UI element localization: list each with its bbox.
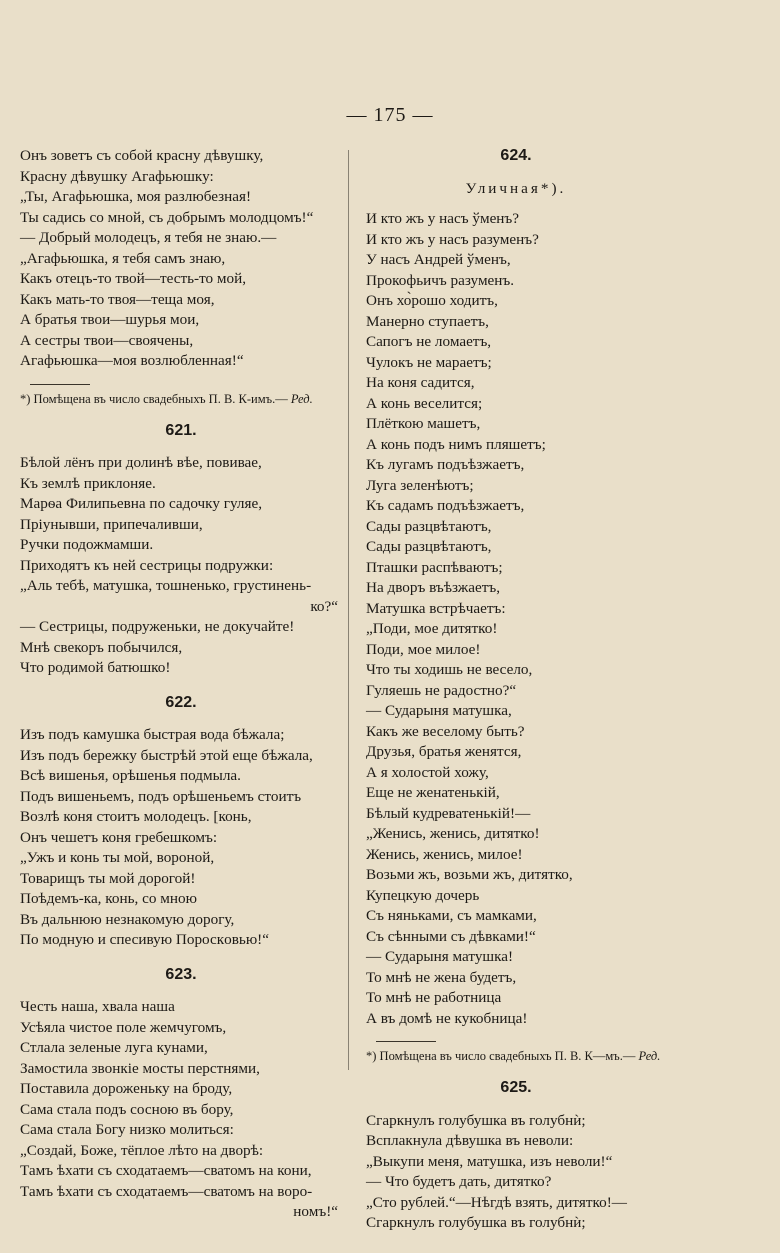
song-number: 621. — [165, 421, 197, 439]
footnote-rule — [376, 1041, 436, 1042]
song-number: 623. — [165, 965, 197, 983]
verse-line: Къ землѣ приклоняе. — [20, 474, 156, 492]
verse-line: Бѣлой лёнъ при долинѣ вѣе, повивае, — [20, 454, 262, 471]
verse-line: — Сестрицы, подруженьки, не докучайте! — [20, 618, 295, 635]
verse-line: Марѳа Филипьевна по садочку гуляе, — [20, 495, 262, 512]
verse-line: Къ садамъ подъѣзжаетъ, — [366, 497, 525, 514]
footnote-editor: Ред. — [290, 391, 313, 406]
verse-line: Изъ подъ камушка быстрая вода бѣжала; — [20, 726, 285, 743]
verse-line: Товарищъ ты мой дорогой! — [20, 869, 196, 887]
verse-line: Сгаркнулъ голубушка въ голубнѝ; — [366, 1214, 586, 1231]
verse-line: „Аль тебѣ, матушка, тошненько, грустинень- — [20, 577, 312, 594]
verse-line: Купецкую дочерь — [366, 886, 480, 904]
verse-line: Сама стала Богу низко молиться: — [20, 1121, 234, 1138]
verse-line: А сестры твои—своячены, — [20, 331, 194, 349]
verse-line: А въ домѣ не кукобница! — [366, 1009, 528, 1027]
verse-line: Поди, мое милое! — [366, 640, 481, 658]
verse-line: Луга зеленѣютъ; — [366, 476, 474, 494]
verse-line: На коня садится, — [366, 374, 475, 391]
verse-line: Друзья, братья женятся, — [366, 743, 522, 760]
verse-line: Онъ хо̀рошо ходитъ, — [366, 292, 498, 309]
verse-line: Возлѣ коня стоитъ молодецъ. [конь, — [20, 808, 252, 825]
song-number: 622. — [165, 693, 197, 711]
verse-line: Гуляешь не радостно?“ — [366, 681, 517, 699]
verse-line: — Что будетъ дать, дитятко? — [366, 1173, 552, 1190]
verse-line: Какъ отецъ-то твой—тесть-то мой, — [20, 270, 247, 287]
verse-line: Тамъ ѣхати съ сходатаемъ—сватомъ на воро- — [20, 1182, 313, 1200]
verse-line: Сама стала подъ сосною въ бору, — [20, 1100, 234, 1118]
verse-line: Поставила дороженьку на броду, — [20, 1080, 233, 1097]
verse-line: Матушка встрѣчаетъ: — [366, 599, 506, 617]
verse-line: По модную и спесивую Пороскoвью!“ — [20, 931, 269, 948]
verse-line: „Сто рублей.“—Нѣгдѣ взять, дитятко!— — [366, 1193, 627, 1211]
verse-line: А братья твои—шурья мои, — [20, 311, 200, 328]
song-subtitle: Уличная*). — [465, 179, 567, 197]
verse-line: „Агафьюшка, я тебя самъ знаю, — [20, 249, 226, 267]
intro-footnote — [20, 391, 342, 407]
verse-line: Возьми жъ, возьми жъ, дитятко, — [366, 866, 573, 883]
verse-line: Агафьюшка—моя возлюбленная!“ — [20, 352, 244, 369]
verse-line: А я холостой хожу, — [366, 763, 489, 781]
verse-line: Поѣдемъ-ка, конь, со мною — [20, 890, 197, 907]
right-column — [366, 146, 666, 1234]
footnote-rule — [30, 384, 90, 385]
column-divider — [348, 150, 349, 1070]
verse-line: Сады разцвѣтаютъ, — [366, 517, 492, 535]
verse-line: — Добрый молодецъ, я тебя не знаю.— — [20, 229, 277, 246]
verse-line: Ручки подожмамши. — [20, 536, 154, 553]
footnote-text: *) Помѣщена въ число свадебныхъ П. В. К-имъ.— — [20, 391, 291, 406]
verse-line: Къ лугамъ подъѣзжаетъ, — [366, 456, 525, 473]
verse-line: „Женись, женись, дитятко! — [366, 825, 540, 842]
verse-line: номъ!“ — [293, 1203, 338, 1220]
verse-line: Что родимой батюшко! — [20, 659, 171, 676]
verse-line: Прокофьичъ разуменъ. — [366, 271, 515, 289]
song-footnote — [366, 1048, 666, 1064]
verse-line: На дворъ въѣзжаетъ, — [366, 579, 501, 596]
verse-line: Женись, женись, милое! — [366, 845, 523, 863]
verse-line: Онъ зоветъ съ собой красну дѣвушку, — [20, 147, 264, 164]
verse-line: „Ужъ и конь ты мой, вороной, — [20, 849, 215, 866]
verse-line: Манерно ступаетъ, — [366, 312, 489, 330]
verse-line: Пріунывши, припечаливши, — [20, 515, 203, 533]
verse-line: Подъ вишеньемъ, подъ орѣшеньемъ стоитъ — [20, 787, 302, 805]
verse-line: ко?“ — [310, 597, 338, 615]
verse-line: Ты садись со мной, съ добрымъ молодцомъ!“ — [20, 208, 314, 226]
verse-line: Какъ мать-то твоя—теща моя, — [20, 290, 215, 308]
verse-line: Усѣяла чистое поле жемчугомъ, — [20, 1018, 227, 1036]
footnote-editor: Ред. — [638, 1049, 661, 1063]
verse-line: А конь веселится; — [366, 394, 483, 412]
verse-line: То мнѣ не работница — [366, 989, 502, 1006]
verse-line: И кто жъ у насъ разуменъ? — [366, 230, 539, 248]
verse-line: Плёткою машетъ, — [366, 415, 481, 432]
verse-line: Что ты ходишь не весело, — [366, 661, 533, 678]
verse-line: Въ дальнюю незнакомую дорогу, — [20, 910, 235, 928]
verse-line: „Ты, Агафьюшка, моя разлюбезная! — [20, 188, 252, 205]
verse-line: Онъ чешетъ коня гребешкомъ: — [20, 828, 218, 846]
verse-line: Какъ же веселому быть? — [366, 722, 525, 740]
verse-line: Сапогъ не ломаетъ, — [366, 333, 492, 350]
verse-line: Съ сѣнными съ дѣвками!“ — [366, 927, 536, 945]
verse-line: У насъ Андрей ўменъ, — [366, 251, 511, 268]
verse-line: И кто жъ у насъ ўменъ? — [366, 210, 520, 227]
verse-line: Красну дѣвушку Агафьюшку: — [20, 167, 214, 185]
verse-line: — Сударыня матушка! — [366, 948, 514, 965]
verse-line: Пташки распѣваютъ; — [366, 558, 503, 576]
verse-line: То мнѣ не жена будетъ, — [366, 968, 517, 986]
verse-line: Сады разцвѣтаютъ, — [366, 538, 492, 555]
verse-line: Мнѣ свекоръ побычился, — [20, 638, 183, 656]
verse-line: „Поди, мое дитятко! — [366, 620, 498, 637]
verse-line: Тамъ ѣхати съ сходатаемъ—сватомъ на кони, — [20, 1162, 312, 1179]
verse-line: Сгаркнулъ голубушка въ голубнѝ; — [366, 1111, 586, 1129]
verse-line: Замостила звонкіе мосты перстнями, — [20, 1059, 260, 1077]
footnote-text: *) Помѣщена въ число свадебныхъ П. В. К—мъ.— — [366, 1049, 639, 1063]
verse-line: — Сударыня матушка, — [366, 702, 512, 719]
verse-line: Честь наша, хвала наша — [20, 998, 175, 1015]
verse-line: Бѣлый кудреватенькій!— — [366, 804, 531, 822]
verse-line: „Создай, Боже, тёплое лѣто на дворѣ: — [20, 1141, 264, 1159]
verse-line: А конь подъ нимъ пляшетъ; — [366, 435, 546, 453]
verse-line: Съ няньками, съ мамками, — [366, 907, 537, 924]
verse-line: Чулокъ не мараетъ; — [366, 353, 492, 371]
song-number: 624. — [500, 147, 532, 164]
song-number: 625. — [500, 1079, 532, 1096]
left-column — [20, 146, 342, 1223]
verse-line: Изъ подъ бережку быстрѣй этой еще бѣжала, — [20, 746, 313, 764]
verse-line: „Выкупи меня, матушка, изъ неволи!“ — [366, 1152, 613, 1170]
page-number: — 175 — — [346, 104, 434, 126]
verse-line: Всплакнула дѣвушка въ неволи: — [366, 1132, 574, 1149]
verse-line: Стлала зеленые луга кунами, — [20, 1039, 208, 1056]
verse-line: Приходятъ къ ней сестрицы подружки: — [20, 556, 274, 574]
verse-line: Всѣ вишенья, орѣшенья подмыла. — [20, 767, 241, 784]
verse-line: Еще не женатенькій, — [366, 784, 500, 801]
